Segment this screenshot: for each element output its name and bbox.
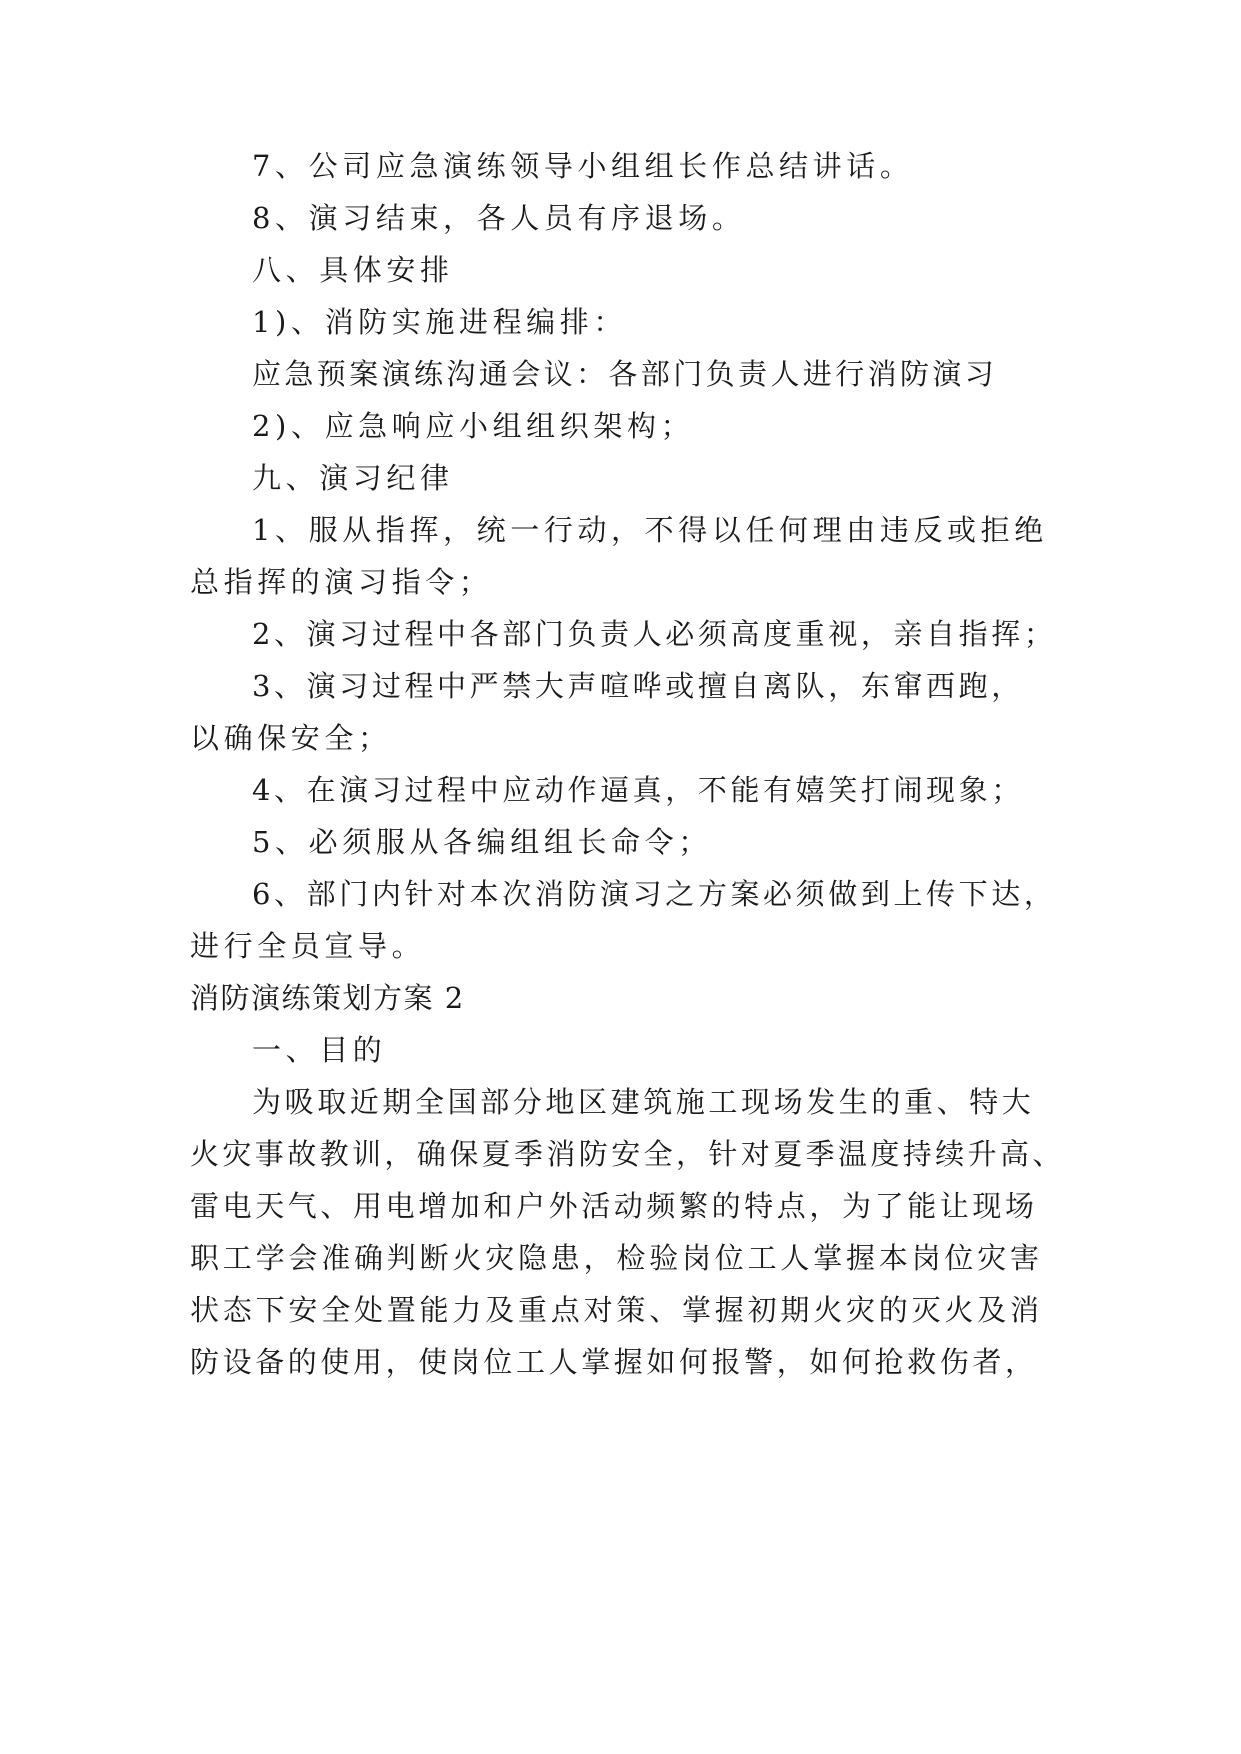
purpose-line-5: 状态下安全处置能力及重点对策、掌握初期火灾的灭火及消 [190,1293,1043,1327]
purpose-line-3: 雷电天气、用电增加和户外活动频繁的特点，为了能让现场 [190,1189,1038,1223]
rule-6-line-2: 进行全员宣导。 [190,929,426,963]
item-7: 7、公司应急演练领导小组组长作总结讲话。 [252,149,914,183]
sub-item-2: 2)、应急响应小组组织架构； [252,409,695,443]
rule-1-line-1: 1、服从指挥，统一行动，不得以任何理由违反或拒绝 [252,513,1048,547]
heading-purpose: 一、目的 [252,1033,387,1067]
purpose-line-4: 职工学会准确判断火灾隐患，检验岗位工人掌握本岗位灾害 [190,1241,1043,1275]
rule-3-line-2: 以确保安全； [190,721,392,755]
rule-5: 5、必须服从各编组组长命令； [252,825,712,859]
rule-6-line-1: 6、部门内针对本次消防演习之方案必须做到上传下达， [252,877,1057,911]
sub-item-1: 1)、消防实施进程编排： [252,305,627,339]
purpose-line-1: 为吸取近期全国部分地区建筑施工现场发生的重、特大 [252,1085,1035,1119]
purpose-line-2: 火灾事故教训，确保夏季消防安全，针对夏季温度持续升高、 [190,1137,1065,1171]
heading-8: 八、具体安排 [252,253,454,287]
rule-1-line-2: 总指挥的演习指令； [190,565,493,599]
rule-3-line-1: 3、演习过程中严禁大声喧哗或擅自离队，东窜西跑， [252,669,1024,703]
item-8: 8、演习结束，各人员有序退场。 [252,201,746,235]
meeting-line: 应急预案演练沟通会议：各部门负责人进行消防演习 [252,357,998,391]
heading-9: 九、演习纪律 [252,461,454,495]
rule-2: 2、演习过程中各部门负责人必须高度重视，亲自指挥； [252,617,1057,651]
purpose-line-6: 防设备的使用，使岗位工人掌握如何报警，如何抢救伤者， [190,1345,1038,1379]
rule-4: 4、在演习过程中应动作逼真，不能有嬉笑打闹现象； [252,773,1024,807]
section-title: 消防演练策划方案 2 [190,981,465,1015]
